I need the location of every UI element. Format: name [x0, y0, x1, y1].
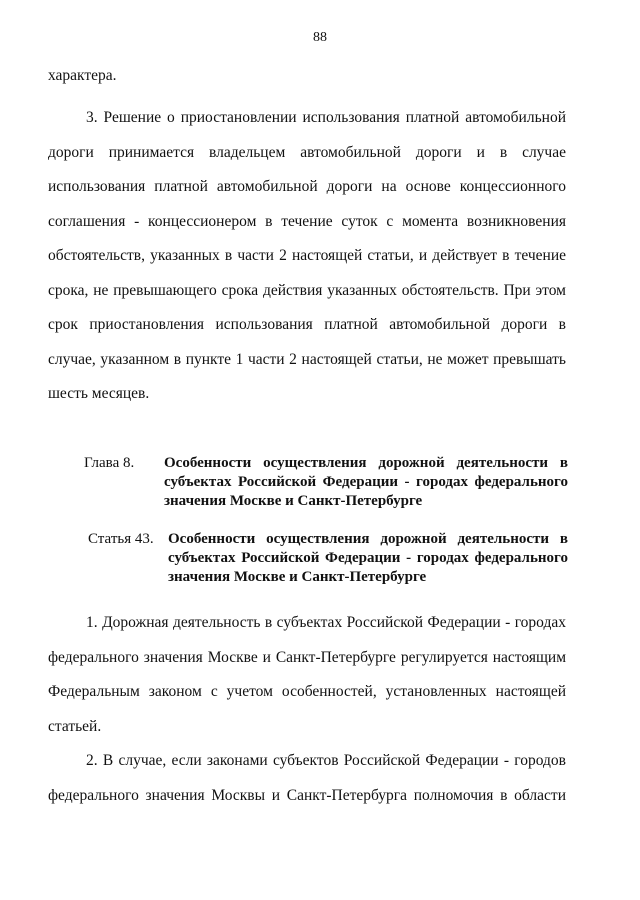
article-title: Особенности осуществления дорожной деятельности в субъектах Российской Федерации - городах федерального значения Москве и Санкт-Петербурге — [168, 531, 568, 585]
paragraph-article-2: 2. В случае, если законами субъектов Российской Федерации - городов федерального значения Москвы и Санкт-Петербурга полномочия в области — [48, 752, 566, 804]
page-number: 88 — [313, 30, 327, 45]
paragraph-article-1: 1. Дорожная деятельность в субъектах Российской Федерации - городах федерального значения Москве и Санкт-Петербурге регулируется настоящим Федеральным законом с учетом особенностей, установленных настоящей статьей. — [48, 614, 566, 735]
paragraph-continuation: характера. — [48, 67, 117, 84]
chapter-title: Особенности осуществления дорожной деятельности в субъектах Российской Федерации - городах федерального значения Москве и Санкт-Петербурге — [164, 455, 568, 509]
chapter-label: Глава 8. — [84, 455, 135, 471]
paragraph-3-suspension: 3. Решение о приостановлении использования платной автомобильной дороги принимается владельцем автомобильной дороги и в случае использования платной автомобильной дороги на основе концессионного соглашения - концессионером в течение суток с момента возникновения обстоятельств, указанных в части 2 настоящей статьи, и действует в течение срока, не превышающего срока действия указанных обстоятельств. При этом срок приостановления использования платной автомобильной дороги в случае, указанном в пункте 1 части 2 настоящей статьи, не может превышать шесть месяцев. — [48, 109, 566, 402]
article-label: Статья 43. — [88, 531, 154, 547]
